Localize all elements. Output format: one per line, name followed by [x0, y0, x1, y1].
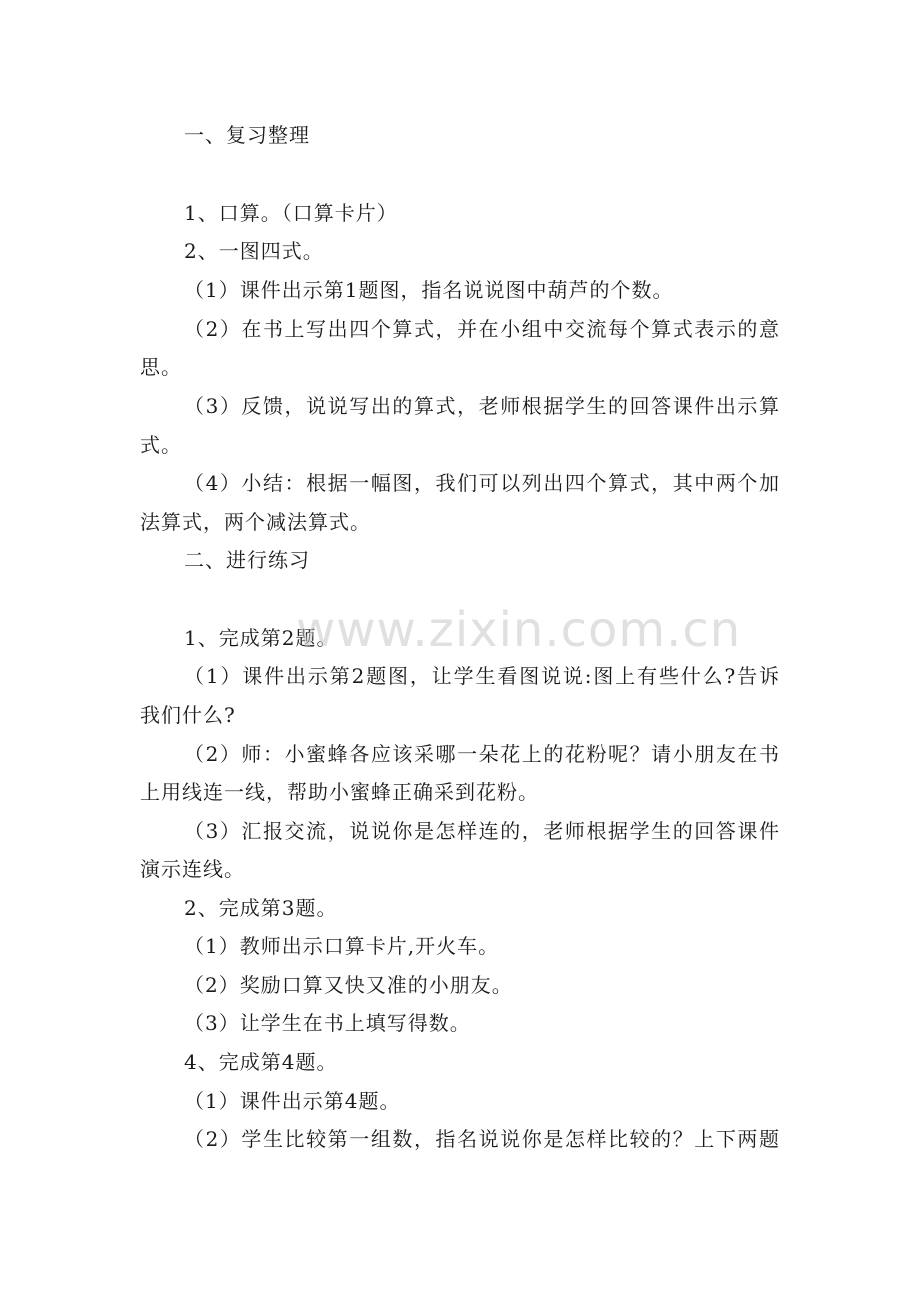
- subitem-3-line-2: 式。: [140, 433, 182, 457]
- item-1-mental-math: 1、口算。（口算卡片）: [184, 201, 398, 225]
- section-heading-practice: 二、进行练习: [184, 548, 310, 572]
- practice-1-sub-2-line-2: 上用线连一线，帮助小蜜蜂正确采到花粉。: [140, 780, 539, 804]
- subitem-4-line-1: （4）小结：根据一幅图，我们可以列出四个算式，其中两个加: [184, 471, 780, 495]
- practice-2-sub-3: （3）让学生在书上填写得数。: [184, 1011, 471, 1035]
- practice-4-sub-2-line-1: （2）学生比较第一组数，指名说说你是怎样比较的？上下两题: [184, 1127, 780, 1151]
- item-2-one-figure-four-equations: 2、一图四式。: [184, 239, 324, 263]
- practice-1-sub-3-line-1: （3）汇报交流，说说你是怎样连的，老师根据学生的回答课件: [184, 819, 780, 843]
- subitem-2-line-2: 思。: [140, 355, 182, 379]
- practice-item-4: 4、完成第4题。: [184, 1050, 338, 1074]
- subitem-3-line-1: （3）反馈，说说写出的算式，老师根据学生的回答课件出示算: [184, 394, 780, 418]
- practice-item-1: 1、完成第2题。: [184, 626, 338, 650]
- practice-1-sub-3-line-2: 演示连线。: [140, 857, 245, 881]
- practice-2-sub-2: （2）奖励口算又快又准的小朋友。: [184, 973, 513, 997]
- practice-1-sub-1-line-2: 我们什么?: [140, 703, 236, 727]
- practice-2-sub-1: （1）教师出示口算卡片,开火车。: [184, 934, 500, 958]
- practice-1-sub-2-line-1: （2）师：小蜜蜂各应该采哪一朵花上的花粉呢？请小朋友在书: [184, 742, 780, 766]
- section-heading-review: 一、复习整理: [184, 123, 310, 147]
- practice-4-sub-1: （1）课件出示第4题。: [184, 1089, 401, 1113]
- practice-1-sub-1-line-1: （1）课件出示第2题图，让学生看图说说:图上有些什么?告诉: [184, 664, 780, 688]
- practice-item-2: 2、完成第3题。: [184, 896, 338, 920]
- watermark-text: www.zixin.com.cn: [296, 602, 742, 658]
- subitem-2-line-1: （2）在书上写出四个算式，并在小组中交流每个算式表示的意: [184, 317, 780, 341]
- subitem-4-line-2: 法算式，两个减法算式。: [140, 510, 371, 534]
- subitem-1: （1）课件出示第1题图，指名说说图中葫芦的个数。: [184, 278, 674, 302]
